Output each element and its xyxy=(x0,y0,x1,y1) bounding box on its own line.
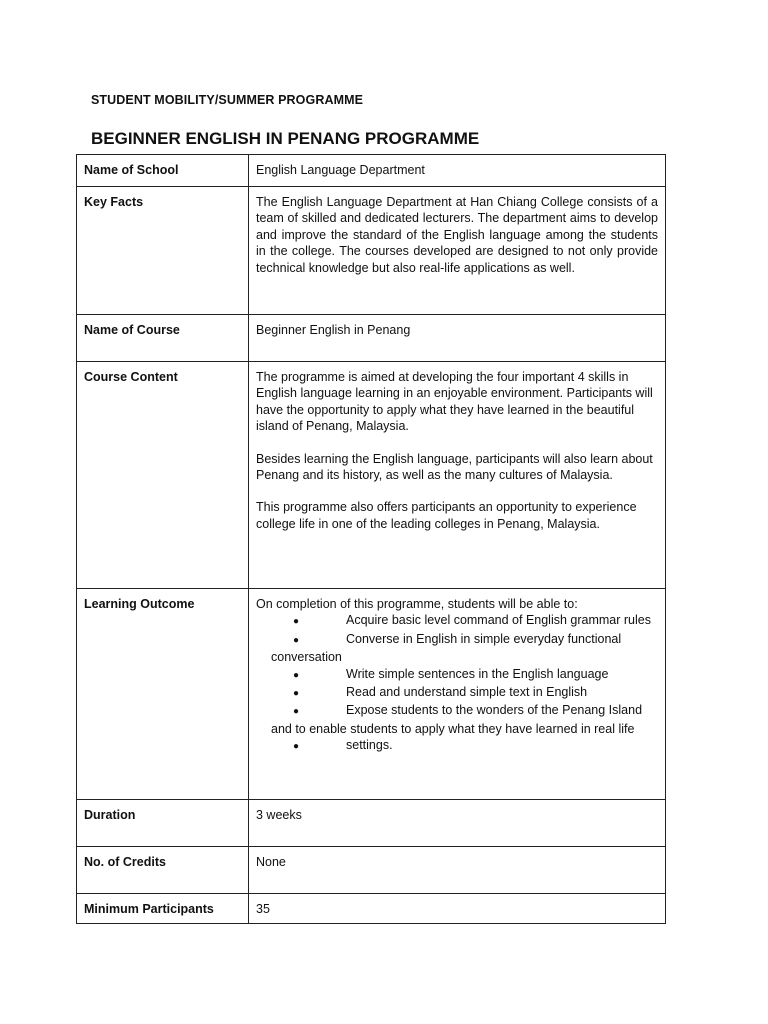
value-name-of-course: Beginner English in Penang xyxy=(249,315,666,362)
learning-outcome-intro: On completion of this programme, students will be able to: xyxy=(256,597,578,611)
row-duration xyxy=(77,800,666,847)
bullet-icon: ● xyxy=(293,741,300,753)
bullet-icon: ● xyxy=(293,669,300,681)
value-duration: 3 weeks xyxy=(249,800,666,847)
row-key-facts xyxy=(77,187,666,315)
document-subtitle: STUDENT MOBILITY/SUMMER PROGRAMME xyxy=(91,93,364,107)
bullet-icon: ● xyxy=(293,688,300,700)
list-item xyxy=(256,737,658,755)
learning-outcome-bullet-6: settings. xyxy=(346,738,393,753)
list-item xyxy=(256,631,658,666)
document-title: BEGINNER ENGLISH IN PENANG PROGRAMME xyxy=(91,129,480,148)
learning-outcome-bullet-3: Write simple sentences in the English language xyxy=(346,666,609,681)
bullet-icon: ● xyxy=(293,616,300,628)
row-course-content xyxy=(77,362,666,589)
learning-outcome-bullet-1: Acquire basic level command of English grammar rules xyxy=(346,613,651,628)
value-name-of-school: English Language Department xyxy=(249,155,666,187)
list-item xyxy=(256,612,658,630)
label-duration: Duration xyxy=(77,800,249,847)
value-minimum-participants: 35 xyxy=(249,894,666,924)
list-item xyxy=(256,702,658,737)
row-learning-outcome xyxy=(77,589,666,800)
learning-outcome-bullet-2: Converse in English in simple everyday functional conversation xyxy=(271,631,622,665)
label-name-of-school: Name of School xyxy=(77,155,249,187)
list-item xyxy=(256,666,658,684)
learning-outcome-bullet-5: Expose students to the wonders of the Penang Island and to enable students to apply what they have learned in real life xyxy=(271,703,643,736)
row-no-of-credits xyxy=(77,847,666,894)
course-content-paragraph-1: The programme is aimed at developing the four important 4 skills in English language learning in an enjoyable environment. Participants will have the opportunity to apply what they have learned in the beautiful island of Penang, Malaysia. xyxy=(256,370,653,434)
course-content-paragraph-2: Besides learning the English language, participants will also learn about Penang and its history, as well as the many cultures of Malaysia. xyxy=(256,451,653,483)
list-item xyxy=(256,684,658,702)
label-course-content: Course Content xyxy=(77,362,249,589)
label-key-facts: Key Facts xyxy=(77,187,249,315)
label-learning-outcome: Learning Outcome xyxy=(77,589,249,800)
label-minimum-participants: Minimum Participants xyxy=(77,894,249,924)
learning-outcome-bullet-4: Read and understand simple text in English xyxy=(346,685,588,700)
programme-info-table xyxy=(76,154,666,924)
course-content-paragraph-3: This programme also offers participants an opportunity to experience college life in one of the leading colleges in Penang, Malaysia. xyxy=(256,500,637,531)
row-name-of-course xyxy=(77,315,666,362)
row-minimum-participants xyxy=(77,894,666,924)
label-no-of-credits: No. of Credits xyxy=(77,847,249,894)
value-key-facts: The English Language Department at Han Chiang College consists of a team of skilled and dedicated lecturers. The department aims to develop and improve the standard of the English language among the students in the college. The courses developed are designed to not only provide technical knowledge but also real-life applications as well. xyxy=(249,187,666,315)
bullet-icon: ● xyxy=(293,706,300,718)
value-no-of-credits: None xyxy=(249,847,666,894)
label-name-of-course: Name of Course xyxy=(77,315,249,362)
bullet-icon: ● xyxy=(293,634,300,646)
value-learning-outcome xyxy=(249,589,666,800)
value-course-content xyxy=(249,362,666,589)
row-name-of-school xyxy=(77,155,666,187)
